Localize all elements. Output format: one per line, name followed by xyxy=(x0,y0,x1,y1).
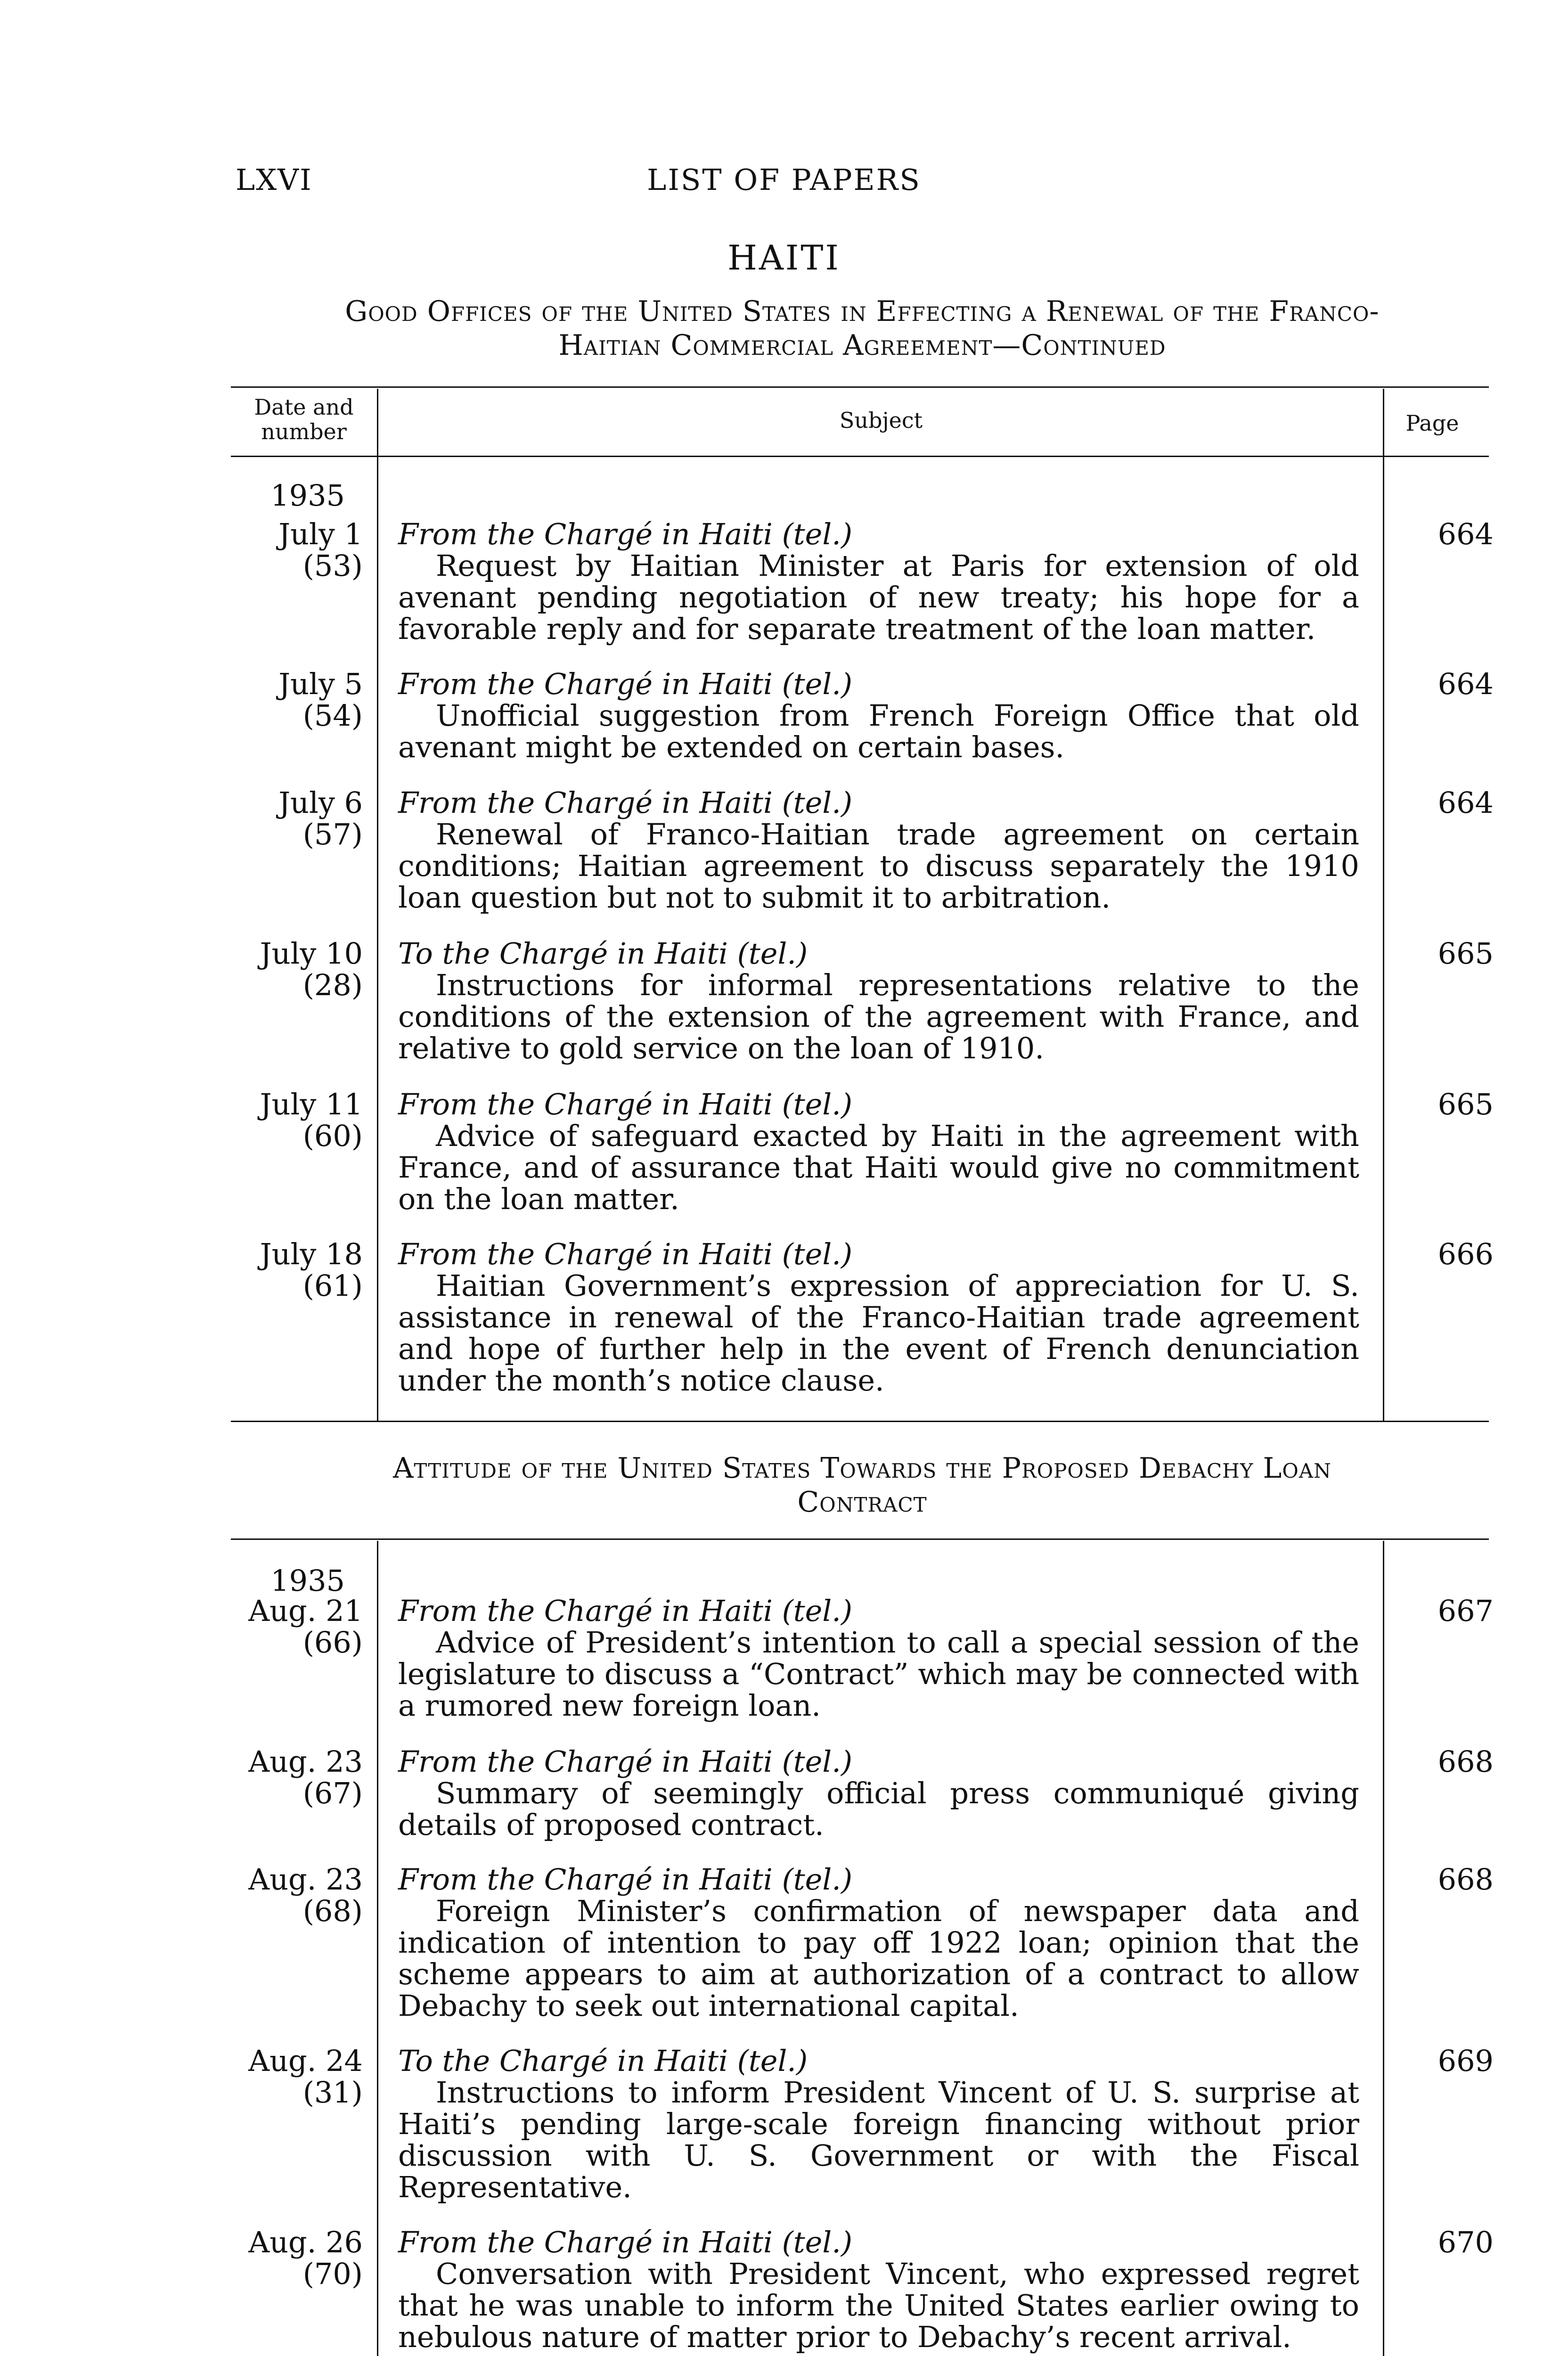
entry-date-label: July 18 xyxy=(260,1237,363,1271)
entry-date-label: Aug. 24 xyxy=(248,2044,363,2078)
entry-page: 666 xyxy=(1437,1237,1494,1271)
entry-page: 664 xyxy=(1437,785,1494,820)
entry-number: (60) xyxy=(302,1119,363,1153)
entry-date xyxy=(221,1864,363,1927)
entry-from: From the Chargé in Haiti (tel.) xyxy=(398,785,853,820)
entry-date-label: Aug. 23 xyxy=(248,1744,363,1779)
table2-col-divider-1 xyxy=(377,1541,378,2356)
entry-description: Renewal of Franco-Haitian trade agreement on certain conditions; Haitian agreement to discuss separately the 1910 loan question but not to submit it to arbitration. xyxy=(398,817,1359,915)
table1-col-divider-1 xyxy=(377,389,378,1421)
entry-subject xyxy=(398,518,1359,645)
entry-date-label: July 5 xyxy=(278,667,363,701)
entry-description: Instructions for informal representations relative to the conditions of the extension of the agreement with France, and relative to gold service on the loan of 1910. xyxy=(398,968,1359,1065)
table1-top-rule xyxy=(231,386,1489,388)
table1-col-divider-2 xyxy=(1383,389,1384,1421)
entry-date-label: Aug. 23 xyxy=(248,1862,363,1897)
entry-from: To the Chargé in Haiti (tel.) xyxy=(398,936,808,971)
entry-from: From the Chargé in Haiti (tel.) xyxy=(398,667,853,701)
entry-page: 664 xyxy=(1437,667,1494,701)
entry-page: 667 xyxy=(1437,1594,1494,1628)
entry-subject xyxy=(398,1088,1359,1215)
entry-description: Conversation with President Vincent, who expressed regret that he was unable to inform the United States earlier owing to nebulous nature of matter prior to Debachy’s recent arrival. xyxy=(398,2257,1359,2354)
entry-from: From the Chargé in Haiti (tel.) xyxy=(398,1744,853,1779)
entry-description: Summary of seemingly official press communiqué giving details of proposed contract. xyxy=(398,1776,1359,1842)
entry-date-label: July 1 xyxy=(278,517,363,551)
table2-top-rule xyxy=(231,1538,1489,1540)
entry-date-label: July 11 xyxy=(260,1087,363,1121)
entry-number: (54) xyxy=(302,698,363,733)
column-header-subject: Subject xyxy=(839,408,923,433)
table1-header-rule xyxy=(231,456,1489,457)
entry-description: Advice of President’s intention to call a special session of the legislature to discuss a “Contract” which may be connected with a rumored new foreign loan. xyxy=(398,1625,1359,1723)
entry-number: (57) xyxy=(302,817,363,851)
entry-number: (66) xyxy=(302,1625,363,1660)
entry-page: 665 xyxy=(1437,936,1494,971)
entry-page: 664 xyxy=(1437,517,1494,551)
entry-number: (61) xyxy=(302,1268,363,1303)
entry-subject xyxy=(398,2045,1359,2203)
entry-date xyxy=(221,787,363,850)
entry-page: 668 xyxy=(1437,1862,1494,1897)
entry-date-label: Aug. 26 xyxy=(248,2225,363,2259)
section1-title-line2: Haitian Commercial Agreement—Continued xyxy=(558,329,1166,362)
entry-description: Instructions to inform President Vincent of U. S. surprise at Haiti’s pending large-scale foreign financing without prior discussion with U. S. Government or with the Fiscal Representative. xyxy=(398,2075,1359,2204)
section1-title-line1: Good Offices of the United States in Effecting a Renewal of the Franco- xyxy=(345,295,1380,328)
entry-description: Request by Haitian Minister at Paris for extension of old avenant pending negotiation of new treaty; his hope for a favorable reply and for separate treatment of the loan matter. xyxy=(398,548,1359,646)
country-heading: HAITI xyxy=(727,238,841,278)
entry-subject xyxy=(398,1595,1359,1721)
column-header-page: Page xyxy=(1405,410,1459,436)
entry-date-label: Aug. 21 xyxy=(248,1594,363,1628)
section2-year: 1935 xyxy=(270,1563,345,1598)
table2-col-divider-2 xyxy=(1383,1541,1384,2356)
entry-description: Foreign Minister’s confirmation of newspaper data and indication of intention to pay off 1922 loan; opinion that the scheme appears to aim at authorization of a contract to allow Debachy to seek out international capital. xyxy=(398,1894,1359,2023)
entry-date xyxy=(221,1746,363,1809)
entry-from: From the Chargé in Haiti (tel.) xyxy=(398,1594,853,1628)
entry-number: (28) xyxy=(302,968,363,1002)
entry-date-label: July 10 xyxy=(260,936,363,971)
entry-from: To the Chargé in Haiti (tel.) xyxy=(398,2044,808,2078)
entry-description: Unofficial suggestion from French Foreign Office that old avenant might be extended on certain bases. xyxy=(398,698,1359,764)
entry-date xyxy=(221,2045,363,2108)
entry-page: 665 xyxy=(1437,1087,1494,1121)
section1-title xyxy=(221,294,1503,362)
entry-date xyxy=(221,938,363,1001)
entry-number: (53) xyxy=(302,548,363,583)
entry-page: 668 xyxy=(1437,1744,1494,1779)
entry-date xyxy=(221,1595,363,1658)
entry-description: Haitian Government’s expression of appreciation for U. S. assistance in renewal of the Franco-Haitian trade agreement and hope of further help in the event of French denunciation under the month’s notice clause. xyxy=(398,1268,1359,1398)
entry-page: 670 xyxy=(1437,2225,1494,2259)
entry-subject xyxy=(398,1746,1359,1841)
entry-subject xyxy=(398,787,1359,913)
table1-bottom-rule xyxy=(231,1421,1489,1422)
entry-date-label: July 6 xyxy=(278,785,363,820)
page-folio: LXVI xyxy=(236,163,312,197)
entry-date xyxy=(221,2226,363,2290)
entry-number: (67) xyxy=(302,1776,363,1810)
section1-year: 1935 xyxy=(270,478,345,513)
entry-date xyxy=(221,1088,363,1152)
entry-subject xyxy=(398,1238,1359,1396)
entry-from: From the Chargé in Haiti (tel.) xyxy=(398,1862,853,1897)
entry-from: From the Chargé in Haiti (tel.) xyxy=(398,2225,853,2259)
running-title: LIST OF PAPERS xyxy=(647,163,921,197)
column-header-date: Date and number xyxy=(254,394,354,444)
entry-subject xyxy=(398,938,1359,1064)
entry-from: From the Chargé in Haiti (tel.) xyxy=(398,517,853,551)
entry-from: From the Chargé in Haiti (tel.) xyxy=(398,1237,853,1271)
entry-number: (68) xyxy=(302,1894,363,1928)
entry-subject xyxy=(398,1864,1359,2021)
entry-from: From the Chargé in Haiti (tel.) xyxy=(398,1087,853,1121)
entry-number: (31) xyxy=(302,2075,363,2110)
entry-page: 669 xyxy=(1437,2044,1494,2078)
entry-date xyxy=(221,668,363,731)
entry-description: Advice of safeguard exacted by Haiti in the agreement with France, and of assurance that Haiti would give no commitment on the loan matter. xyxy=(398,1119,1359,1216)
entry-subject xyxy=(398,668,1359,763)
section2-title-line1: Attitude of the United States Towards the Proposed Debachy Loan xyxy=(393,1452,1331,1485)
entry-number: (70) xyxy=(302,2257,363,2291)
entry-date xyxy=(221,1238,363,1301)
entry-subject xyxy=(398,2226,1359,2353)
section2-title xyxy=(221,1451,1503,1519)
entry-date xyxy=(221,518,363,581)
section2-title-line2: Contract xyxy=(797,1486,927,1519)
